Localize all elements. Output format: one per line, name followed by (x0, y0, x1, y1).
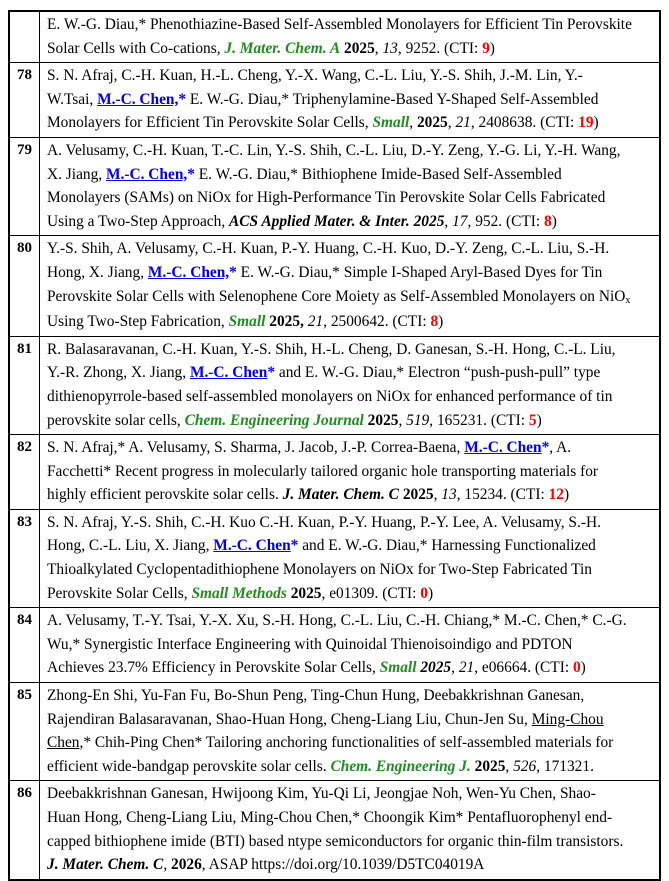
text-run: , 15234. (CTI: (456, 486, 549, 504)
journal-name: ACS Applied Mater. & Inter. 2025 (229, 212, 445, 230)
text-run: , 171321. (536, 757, 594, 775)
pub-entry (40, 337, 659, 434)
text-run: , (374, 39, 383, 57)
text-run: E. W.-G. Diau,* Simple I-Shaped Aryl-Based Dyes for Tin (236, 263, 603, 281)
text-run: ) (489, 39, 495, 57)
pub-entry (40, 781, 659, 878)
cti-count: 0 (420, 584, 428, 602)
pub-line (47, 361, 652, 385)
text-run: , (163, 856, 172, 874)
pub-entry (40, 63, 659, 137)
cti-count: 19 (578, 114, 594, 132)
pub-entry (40, 510, 659, 607)
pub-line (47, 853, 652, 877)
text-run: Using a Two-Step Approach, (47, 212, 230, 230)
text-run: E. W.-G. Diau,* Bithiophene Imide-Based Self-Assembled (194, 165, 562, 183)
pub-line (47, 37, 652, 61)
row-number: 82 (10, 435, 40, 509)
text-run: , (433, 486, 442, 504)
text-run: R. Balasaravanan, C.-H. Kuan, Y.-S. Shih, H.-L. Cheng, D. Ganesan, S.-H. Hong, C.-L. Liu, (47, 340, 616, 358)
text-run: ) (551, 212, 557, 230)
text-run: and E. W.-G. Diau,* Harnessing Functionalized (298, 537, 596, 555)
pub-line (47, 558, 652, 582)
cti-count: 9 (482, 39, 490, 57)
text-run: Monolayers for Efficient Tin Perovskite Solar Cells, (47, 114, 373, 132)
author-underlined: Chen (47, 734, 80, 752)
author-link[interactable]: * (290, 537, 299, 555)
journal-name: J. Mater. Chem. C (282, 486, 399, 504)
pub-line (47, 656, 652, 680)
author-link[interactable]: * (541, 439, 550, 457)
pub-row (10, 138, 659, 236)
pub-line (47, 163, 652, 187)
text-run: capped bithiophene imide (BTI) based ntype semiconductors for organic thin-film transistors. (47, 832, 624, 850)
pub-line (47, 186, 652, 210)
volume: 13 (441, 486, 457, 504)
text-run: Y.-S. Shih, A. Velusamy, C.-H. Kuan, P.-Y. Huang, C.-H. Kuo, D.-Y. Zeng, C.-L. Liu, S.-H. (47, 240, 610, 258)
pub-row (10, 781, 659, 878)
text-run: , 952. (CTI: (467, 212, 545, 230)
text-run: Hong, X. Jiang, (47, 263, 148, 281)
volume: 17 (452, 212, 468, 230)
pub-line (47, 385, 652, 409)
pub-year: 2025 (402, 486, 434, 504)
row-number (10, 12, 40, 62)
pub-line (47, 285, 652, 311)
pub-line (47, 139, 652, 163)
pub-line (47, 582, 652, 606)
text-run: , 165231. (CTI: (429, 411, 529, 429)
pub-line (47, 409, 652, 433)
text-run: ) (580, 659, 586, 677)
subscript: x (625, 295, 631, 307)
pub-entry (40, 435, 659, 509)
text-run: Monolayers (SAMs) on NiOx for High-Performance Tin Perovskite Solar Cells Fabricated (47, 189, 606, 207)
text-run: Achieves 23.7% Efficiency in Perovskite Solar Cells, (47, 659, 380, 677)
pub-year: 2026 (171, 856, 202, 874)
publication-table (8, 10, 661, 881)
text-run: , (505, 757, 514, 775)
text-run: Solar Cells with Co-cations, (47, 39, 225, 57)
pub-entry (40, 683, 659, 780)
pub-line (47, 782, 652, 806)
pub-row (10, 337, 659, 435)
text-run: dithienopyrrole-based self-assembled monolayers on NiOx for enhanced performance of tin (47, 387, 613, 405)
text-run: Perovskite Solar Cells, (47, 584, 192, 602)
text-run: , e01309. (CTI: (321, 584, 421, 602)
text-run: S. N. Afraj,* A. Velusamy, S. Sharma, J. Jacob, J.-P. Correa-Baena, (47, 439, 465, 457)
pub-row (10, 435, 659, 510)
pub-line (47, 64, 652, 88)
text-run: , (444, 212, 453, 230)
pub-line (47, 806, 652, 830)
volume: 526 (513, 757, 537, 775)
pub-line (47, 511, 652, 535)
cti-count: 8 (430, 313, 439, 331)
author-link[interactable]: M.-C. Chen, (106, 165, 188, 183)
pub-line (47, 237, 652, 261)
text-run: , 2408638. (CTI: (470, 114, 579, 132)
pub-line (47, 830, 652, 854)
pub-year: 2025 (420, 659, 452, 677)
text-run: Facchetti* Recent progress in molecularly tailored organic hole transporting materials for (47, 462, 599, 480)
pub-line (47, 731, 652, 755)
journal-name: Chem. Engineering J. (330, 757, 471, 775)
text-run: E. W.-G. Diau,* Phenothiazine-Based Self-Assembled Monolayers for Efficient Tin Perovskite (47, 16, 632, 33)
pub-line (47, 483, 652, 507)
text-run: ) (427, 584, 434, 602)
pub-entry (40, 236, 659, 335)
pub-line (47, 460, 652, 484)
pub-year: 2025 (344, 39, 375, 57)
text-run: X. Jiang, (47, 165, 106, 183)
row-number: 85 (10, 683, 40, 780)
author-link[interactable]: M.-C. Chen (213, 537, 291, 555)
row-number: 81 (10, 337, 40, 434)
text-run: perovskite solar cells, (47, 411, 185, 429)
text-run: Wu,* Synergistic Interface Engineering with Quinoidal Thienoisoindigo and PDTON (47, 635, 573, 653)
row-number: 80 (10, 236, 40, 335)
pub-line (47, 210, 652, 234)
pub-line (47, 261, 652, 285)
author-link[interactable]: M.-C. Chen, (147, 263, 230, 281)
text-run: and E. W.-G. Diau,* Electron “push-push-pull” type (275, 364, 601, 382)
text-run: e06664. (CTI: (478, 659, 573, 677)
text-run: ,* Chih-Ping Chen* Tailoring anchoring functionalities of self-assembled materials for (79, 734, 614, 752)
pub-row (10, 608, 659, 683)
text-run: ) (564, 486, 570, 504)
journal-name: Small (379, 659, 417, 677)
pub-row (10, 63, 659, 138)
volume: 21, (458, 659, 479, 677)
journal-name: Small Methods (191, 584, 287, 602)
text-run: A. Velusamy, T.-Y. Tsai, Y.-X. Xu, S.-H. Hong, C.-L. Liu, C.-H. Chiang,* M.-C. Chen,* C.-G. (47, 612, 627, 630)
text-run: A. Velusamy, C.-H. Kuan, T.-C. Lin, Y.-S. Shih, C.-L. Liu, D.-Y. Zeng, Y.-G. Li, Y.-H. Wang, (47, 141, 621, 159)
pub-line (47, 534, 652, 558)
author-link[interactable]: * (178, 90, 187, 108)
pub-line (47, 338, 652, 362)
text-run: , (451, 659, 459, 677)
volume: 21 (455, 114, 471, 132)
pub-line (47, 88, 652, 112)
text-run: S. N. Afraj, C.-H. Kuan, H.-L. Cheng, Y.-X. Wang, C.-L. Liu, Y.-S. Shih, J.-M. Lin, Y.- (47, 67, 583, 85)
row-number: 78 (10, 63, 40, 137)
pub-row (10, 236, 659, 336)
pub-entry (40, 138, 659, 235)
author-link[interactable]: * (267, 364, 276, 382)
pub-line (47, 755, 652, 779)
journal-name: Small (228, 313, 266, 331)
text-run: Zhong-En Shi, Yu-Fan Fu, Bo-Shun Peng, Ting-Chun Hung, Deebakkrishnan Ganesan, (47, 687, 585, 705)
text-run: Deebakkrishnan Ganesan, Hwijoong Kim, Yu-Qi Li, Jeongjae Noh, Wen-Yu Chen, Shao- (47, 785, 596, 803)
pub-year: 2025 (416, 114, 448, 132)
pub-year: 2025 (290, 584, 322, 602)
text-run: , 9252. (CTI: (397, 39, 483, 57)
pub-line (47, 310, 652, 334)
volume: 519 (406, 411, 430, 429)
row-number: 84 (10, 608, 40, 682)
text-run: efficient wide-bandgap perovskite solar cells. (47, 757, 331, 775)
author-link[interactable]: * (229, 263, 237, 281)
text-run: ) (536, 411, 542, 429)
volume: 13 (382, 39, 398, 57)
text-run: W.Tsai, (47, 90, 98, 108)
pub-row (10, 510, 659, 608)
pub-year: 2025 (474, 757, 506, 775)
text-run: Y.-R. Zhong, X. Jiang, (47, 364, 190, 382)
author-underlined: Ming-Chou (531, 710, 604, 728)
pub-row (10, 12, 659, 63)
text-run: Rajendiran Balasaravanan, Shao-Huan Hong, Cheng-Liang Liu, Chun-Jen Su, (47, 710, 532, 728)
pub-row (10, 683, 659, 781)
cti-count: 8 (544, 212, 552, 230)
text-run: Huan Hong, Cheng-Liang Liu, Ming-Chou Chen,* Choongik Kim* Pentafluorophenyl end- (47, 809, 613, 826)
pub-line (47, 436, 652, 460)
text-run: , (409, 114, 417, 132)
pub-year: 2025 (367, 411, 399, 429)
cti-count: 0 (572, 659, 581, 677)
text-run: , (398, 411, 407, 429)
text-run: , A. (549, 439, 572, 457)
text-run: S. N. Afraj, Y.-S. Shih, C.-H. Kuo C.-H. Kuan, P.-Y. Huang, P.-Y. Lee, A. Velusamy, S.-H. (47, 513, 601, 531)
text-run: Hong, C.-L. Liu, X. Jiang, (47, 537, 214, 555)
pub-line (47, 609, 652, 633)
pub-line (47, 13, 652, 37)
pub-line (47, 708, 652, 732)
text-run: Using Two-Step Fabrication, (47, 313, 229, 331)
author-link[interactable]: M.-C. Chen, (97, 90, 179, 108)
row-number: 83 (10, 510, 40, 607)
volume: 21 (307, 313, 324, 331)
row-number: 79 (10, 138, 40, 235)
pub-entry (40, 12, 659, 62)
text-run: , ASAP https://doi.org/10.1039/D5TC04019A (201, 856, 485, 874)
cti-count: 5 (528, 411, 537, 429)
text-run: Perovskite Solar Cells with Selenophene Core Moiety as Self-Assembled Monolayers on NiO (47, 287, 626, 305)
text-run: ) (593, 114, 599, 132)
journal-name: Small (372, 114, 410, 132)
text-run: E. W.-G. Diau,* Triphenylamine-Based Y-Shaped Self-Assembled (186, 90, 599, 108)
pub-line (47, 111, 652, 135)
author-link[interactable]: M.-C. Chen (464, 439, 542, 457)
journal-name: Chem. Engineering Journal (184, 411, 364, 429)
text-run: Thioalkylated Cyclopentadithiophene Monolayers on NiOx for Two-Step Fabricated Tin (47, 561, 592, 579)
author-link[interactable]: M.-C. Chen (189, 364, 268, 382)
text-run: , (447, 114, 456, 132)
journal-name: J. Mater. Chem. A (224, 39, 341, 57)
pub-line (47, 684, 652, 708)
author-link[interactable]: * (187, 165, 195, 183)
text-run: highly efficient perovskite solar cells. (47, 486, 283, 504)
pub-entry (40, 608, 659, 682)
pub-year: 2025, (269, 313, 304, 331)
text-run: ) (438, 313, 444, 331)
cti-count: 12 (548, 486, 564, 504)
text-run: , 2500642. (CTI: (323, 313, 431, 331)
row-number: 86 (10, 781, 40, 878)
journal-name: J. Mater. Chem. C (47, 856, 164, 874)
pub-line (47, 633, 652, 657)
